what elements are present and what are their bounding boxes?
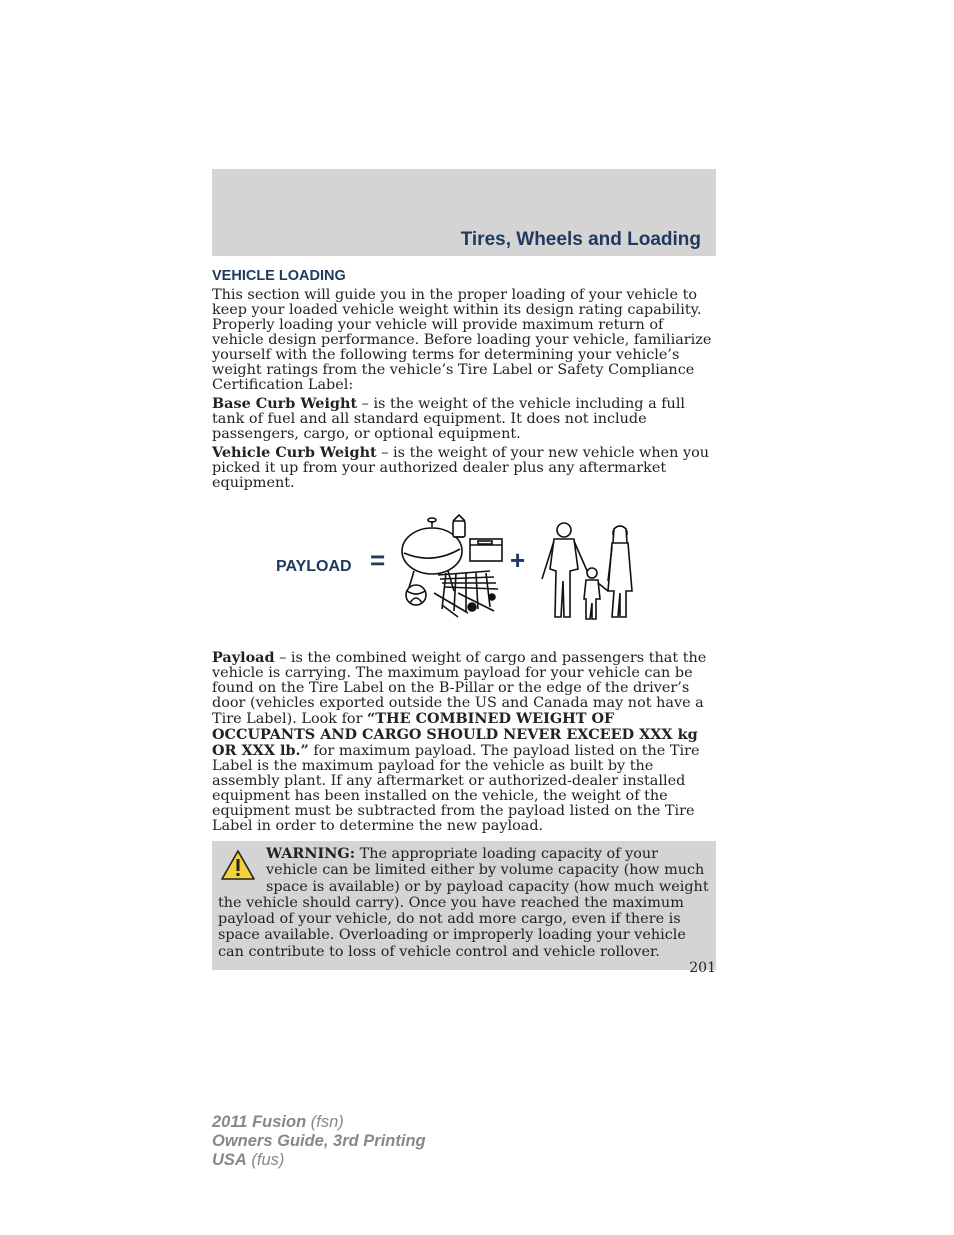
footer-line-2	[212, 1132, 426, 1151]
payload-label: PAYLOAD	[276, 558, 352, 575]
footer-line-1	[212, 1113, 426, 1132]
warning-box	[212, 841, 716, 970]
vehicle-curb-paragraph	[212, 445, 716, 491]
base-curb-definition: – is the weight of the vehicle including a full tank of fuel and all standard equipment. It does not include passengers, cargo, or optional equipment.	[212, 396, 686, 442]
cargo-illustration	[398, 513, 508, 618]
warning-triangle-icon	[220, 849, 256, 881]
warning-text: The appropriate loading capacity of your vehicle can be limited either by volume capacity (how much space is available) or by payload capacity (how much weight the vehicle should carry). Once you have reached the maximum payload of your vehicle, do not add more cargo, even if there is space available. Overloading or improperly loading your vehicle can contribute to loss of vehicle control and vehicle rollover.	[218, 846, 709, 960]
family-illustration	[534, 521, 644, 621]
base-curb-term: Base Curb Weight	[212, 395, 358, 412]
footer-market-code: (fus)	[246, 1151, 285, 1169]
vehicle-curb-definition: – is the weight of your new vehicle when you picked it up from your authorized dealer plus any aftermarket equipment.	[212, 445, 710, 491]
base-curb-paragraph	[212, 396, 716, 442]
intro-paragraph: This section will guide you in the proper loading of your vehicle to keep your loaded vehicle weight within its design rating capability. Properly loading your vehicle will provide maximum return of vehicle design performance. Before loading your vehicle, familiarize yourself with the following terms for determining your vehicle’s weight ratings from the vehicle’s Tire Label or Safety Compliance Certification Label:	[212, 287, 712, 393]
footer-guide: Owners Guide, 3rd Printing	[212, 1132, 426, 1150]
footer	[212, 1113, 426, 1170]
payload-term: Payload	[212, 649, 275, 666]
plus-sign: +	[510, 545, 526, 575]
header-band	[212, 169, 716, 256]
vehicle-curb-term: Vehicle Curb Weight	[212, 444, 377, 461]
footer-model: 2011 Fusion	[212, 1113, 307, 1131]
payload-definition-1: – is the combined weight of cargo and passengers that the vehicle is carrying. The maximum payload for your vehicle can be found on the Tire Label on the B-Pillar or the edge of the driver’s door (vehicles exported outside the US and Canada may not have a Tire Label). Look for	[212, 650, 707, 727]
payload-paragraph	[212, 650, 716, 834]
footer-market: USA	[212, 1151, 247, 1169]
main-content	[212, 268, 716, 970]
payload-label-quote: “THE COMBINED WEIGHT OF OCCUPANTS AND CARGO SHOULD NEVER EXCEED XXX kg OR XXX lb.”	[212, 710, 698, 759]
footer-line-3	[212, 1151, 426, 1170]
footer-model-code: (fsn)	[306, 1113, 344, 1131]
payload-definition-2: for maximum payload. The payload listed on the Tire Label is the maximum payload for the vehicle as built by the assembly plant. If any aftermarket or authorized-dealer installed equipment has been installed on the vehicle, the weight of the equipment must be subtracted from the payload listed on the Tire Label in order to determine the new payload.	[212, 743, 700, 834]
equals-sign: =	[370, 545, 386, 575]
payload-illustration	[212, 513, 716, 638]
page-number: 201	[689, 960, 716, 976]
page-title: Tires, Wheels and Loading	[460, 229, 701, 250]
section-heading: VEHICLE LOADING	[212, 268, 346, 284]
warning-label: WARNING:	[266, 845, 356, 862]
